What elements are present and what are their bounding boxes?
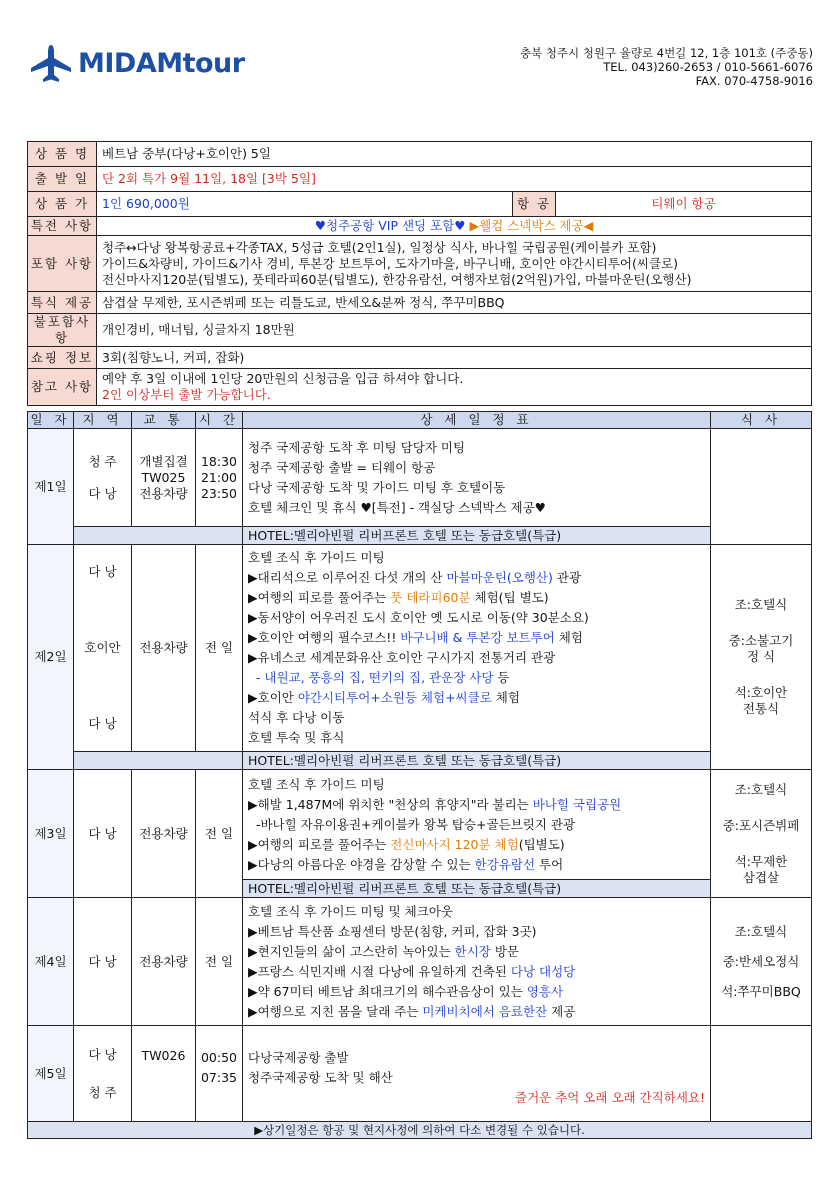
day2-region [74,545,132,752]
detail-text: ▶대리석으로 이루어진 다섯 개의 산 [248,570,447,585]
day1-hotel-row [28,527,812,545]
company-contact [520,46,813,88]
day1-detail [243,429,711,527]
include-label: 포함 사항 [28,236,97,292]
detail-text: ▶호이안 [248,690,298,705]
detail-line: ▶유네스코 세계문화유산 호이안 구시가지 전통거리 관광 [248,650,556,665]
product-label: 상 품 명 [28,142,97,167]
info-row-meal [28,292,812,314]
day1-hotel: HOTEL:멜리아빈펄 리버프론트 호텔 또는 동급호텔(특급) [243,527,711,545]
meal-lunch: 정 식 [746,649,776,664]
day1-transport [132,429,196,527]
include-value [97,236,812,292]
detail-line: 호텔 조식 후 가이드 미팅 [248,550,385,565]
col-meal: 식 사 [711,412,812,429]
day2-hotel-spacer [74,752,243,770]
col-transport: 교 통 [132,412,196,429]
detail-text: 투어 [535,856,564,872]
detail-line [248,982,705,1002]
detail-highlight: 전신마사지 120분 체험 [390,836,519,852]
airline-value: 티웨이 항공 [556,192,812,217]
detail-highlight: 바나힐 국립공원 [532,796,622,812]
special-snack: ▶웰컴 스넥박스 제공◀ [469,218,594,233]
day3-region: 다 낭 [74,770,132,898]
shop-label: 쇼핑 정보 [28,347,97,369]
meal-breakfast: 조:호텔식 [734,781,788,797]
day4-meal [711,898,812,1026]
info-row-include [28,236,812,292]
region-text: 청 주 [88,1084,117,1100]
day4-region: 다 낭 [74,898,132,1026]
detail-text: 관광 [552,570,582,585]
detail-line [248,568,705,588]
exclude-value: 개인경비, 매너팁, 싱글차지 18만원 [97,314,812,347]
detail-line [248,795,705,815]
day2-label: 제2일 [28,545,74,770]
day5-label: 제5일 [28,1026,74,1122]
airplane-icon [30,44,72,82]
col-region: 지 역 [74,412,132,429]
farewell-message: 즐거운 추억 오래 오래 간직하세요! [515,1090,705,1105]
meal-label: 특식 제공 [28,292,97,314]
col-day: 일 자 [28,412,74,429]
info-row-price [28,192,812,217]
time-text: 00:50 [200,1050,238,1065]
detail-line [248,688,705,708]
detail-line [248,942,705,962]
detail-text: ▶여행으로 지친 몸을 달래 주는 [248,1003,423,1019]
detail-line [248,628,705,648]
detail-line [248,962,705,982]
special-value [97,217,812,236]
detail-highlight: 마블마운틴(오행산) [446,570,553,585]
detail-text: ▶다낭의 아름다운 야경을 감상할 수 있는 [248,856,475,872]
detail-text: ▶프랑스 식민지배 시절 다낭에 유일하게 건축된 [248,963,511,979]
day4-label: 제4일 [28,898,74,1026]
day2-row [28,545,812,752]
region-text: 호이안 [84,640,121,655]
brand-name: MIDAMtour [78,47,245,79]
meal-lunch: 중:포시즌뷔페 [722,817,800,833]
exclude-label: 불포함사항 [28,314,97,347]
day3-label: 제3일 [28,770,74,898]
detail-line: 청주 국제공항 도착 후 미팅 담당자 미팅 [248,439,466,455]
day2-hotel-row [28,752,812,770]
info-row-shop [28,347,812,369]
airline-label: 항 공 [513,192,556,217]
day2-detail [243,545,711,752]
transport-text: 개별집결 [139,453,188,469]
info-row-departure [28,167,812,192]
include-line: 가이드&차량비, 가이드&기사 경비, 투본강 보트투어, 도자기마을, 바구니배, 호이안 야간시티투어(씨클로) [102,255,678,271]
day4-row [28,898,812,1026]
info-row-note [28,369,812,406]
day5-row [28,1026,812,1122]
detail-line: 호텔 조식 후 가이드 미팅 및 체크아웃 [248,903,453,919]
detail-text: 체험 [554,630,583,645]
meal-dinner: 석:호이안 [734,685,788,700]
detail-line [248,855,705,875]
day3-transport: 전용차량 [132,770,196,898]
day4-transport: 전용차량 [132,898,196,1026]
detail-highlight: 다낭 대성당 [510,963,576,979]
transport-text: 전용차량 [139,485,188,501]
detail-text: (팁별도) [518,836,565,852]
note-label: 참고 사항 [28,369,97,406]
day5-time [196,1026,243,1122]
meal-value: 삼겹살 무제한, 포시즌뷔페 또는 리틀도쿄, 반세오&분짜 정식, 쭈꾸미BBQ [97,292,812,314]
meal-dinner: 삼겹살 [742,869,780,885]
product-value: 베트남 중부(다낭+호이안) 5일 [97,142,812,167]
note-line-red: 2인 이상부터 출발 가능합니다. [102,387,271,402]
day2-hotel: HOTEL:멜리아빈펄 리버프론트 호텔 또는 동급호텔(특급) [243,752,711,770]
detail-text: ▶여행의 피로를 풀어주는 [248,590,391,605]
price-value: 1인 690,000원 [97,192,513,217]
schedule-header [28,412,812,429]
detail-highlight: 바구니배 & 투본강 보트투어 [400,630,555,645]
note-line: 예약 후 3일 이내에 1인당 20만원의 신청금을 입금 하셔야 합니다. [102,371,464,386]
price-label: 상 품 가 [28,192,97,217]
detail-line: 다낭국제공항 출발 [248,1050,349,1065]
detail-text: 방문 [490,943,519,959]
detail-line: -바나힐 자유이용권+케이블카 왕복 탑승+골든브릿지 관광 [248,816,576,832]
detail-line [248,588,705,608]
time-text: 18:30 [200,453,238,469]
info-row-special [28,217,812,236]
detail-text: ▶현지인들의 삶이 고스란히 녹아있는 [248,943,455,959]
day5-transport: TW026 [132,1026,196,1122]
detail-text: 체험 [491,690,520,705]
meal-lunch: 중:반세오정식 [722,953,800,969]
include-line: 전신마사지120분(팁별도), 풋테라피60분(팁별도), 한강유람선, 여행자보험(2억원)가입, 마블마운틴(오행산) [102,271,692,287]
shop-value: 3회(침향노니, 커피, 잡화) [97,347,812,369]
departure-value: 단 2회 특가 9월 11일, 18일 [3박 5일] [97,167,812,192]
time-text: 07:35 [200,1070,238,1085]
detail-line: 호텔 체크인 및 휴식 ♥[특전] - 객실당 스넥박스 제공♥ [248,499,546,515]
schedule-footer-row [28,1122,812,1139]
region-text: 청 주 [88,453,117,469]
day4-time: 전 일 [196,898,243,1026]
day5-region [74,1026,132,1122]
day1-row [28,429,812,527]
detail-highlight: 야간시티투어+소원등 체험+씨클로 [297,690,492,705]
detail-line: ▶베트남 특산품 쇼핑센터 방문(침향, 커피, 잡화 3곳) [248,923,537,939]
detail-text: ▶약 67미터 베트남 최대크기의 해수관음상이 있는 [248,983,527,999]
detail-text: ▶해발 1,487M에 위치한 "천상의 휴양지"라 불리는 [248,796,533,812]
product-info-table [27,141,812,406]
schedule-table [27,411,812,1139]
info-row-product [28,142,812,167]
detail-highlight: - 내원교, 풍흥의 집, 떤키의 집, 관운장 사당 [248,670,494,685]
day5-detail [243,1026,711,1122]
day1-label: 제1일 [28,429,74,545]
detail-line: 호텔 투숙 및 휴식 [248,730,345,745]
info-row-exclude [28,314,812,347]
meal-dinner: 석:쭈꾸미BBQ [721,983,801,999]
region-text: 다 낭 [88,485,117,501]
detail-line: 다낭 국제공항 도착 및 가이드 미팅 후 호텔이동 [248,479,506,495]
fax: FAX. 070-4758-9016 [695,74,813,88]
detail-text: 등 [493,670,510,685]
region-text: 다 낭 [88,716,117,731]
day3-time: 전 일 [196,770,243,898]
day1-time [196,429,243,527]
day3-hotel: HOTEL:멜리아빈펄 리버프론트 호텔 또는 동급호텔(특급) [243,880,711,898]
detail-line [248,668,705,688]
day2-transport: 전용차량 [132,545,196,752]
detail-line: 청주 국제공항 출발 = 티웨이 항공 [248,459,436,475]
detail-highlight: 영흥사 [526,983,564,999]
meal-breakfast: 조:호텔식 [734,923,788,939]
special-vip: ♥청주공항 VIP 샌딩 포함♥ [314,218,466,233]
day5-meal [711,1026,812,1122]
company-logo [30,44,245,82]
detail-line: 호텔 조식 후 가이드 미팅 [248,776,385,792]
schedule-disclaimer: ▶상기일정은 항공 및 현지사정에 의하여 다소 변경될 수 있습니다. [28,1122,812,1139]
detail-line [248,835,705,855]
detail-text: 제공 [547,1003,576,1019]
detail-line: 청주국제공항 도착 및 해산 [248,1070,393,1085]
meal-lunch: 중:소불고기 [728,633,794,648]
day2-meal [711,545,812,770]
meal-dinner: 석:무제한 [734,853,788,869]
detail-highlight: 미케비치에서 음료한잔 [422,1003,548,1019]
time-text: 21:00 [200,469,238,485]
detail-highlight: 한시장 [454,943,491,959]
meal-dinner: 전통식 [742,701,780,716]
day1-hotel-spacer [74,527,243,545]
region-text: 다 낭 [88,1046,117,1062]
day2-time: 전 일 [196,545,243,752]
detail-text: ▶호이안 여행의 필수코스!! [248,630,401,645]
meal-breakfast: 조:호텔식 [734,597,788,612]
detail-line: 석식 후 다낭 이동 [248,710,345,725]
col-time: 시 간 [196,412,243,429]
note-value [97,369,812,406]
special-label: 특전 사항 [28,217,97,236]
day4-detail [243,898,711,1026]
detail-line [248,1002,705,1022]
transport-text: TW025 [141,469,186,485]
day3-meal [711,770,812,898]
detail-text: 체험(팁 별도) [470,590,549,605]
day1-meal [711,429,812,545]
region-text: 다 낭 [88,564,117,579]
col-detail: 상 세 일 정 표 [243,412,711,429]
departure-label: 출 발 일 [28,167,97,192]
phone: TEL. 043)260-2653 / 010-5661-6076 [603,60,813,74]
day3-row [28,770,812,880]
detail-line: ▶동서양이 어우러진 도시 호이안 옛 도시로 이동(약 30분소요) [248,610,589,625]
day3-detail [243,770,711,880]
address: 충북 청주시 청원구 율량로 4번길 12, 1층 101호 (주중동) [519,46,813,60]
detail-text: ▶여행의 피로를 풀어주는 [248,836,391,852]
time-text: 23:50 [200,485,238,501]
detail-highlight: 풋 테라피60분 [390,590,471,605]
detail-highlight: 한강유람선 [474,856,536,872]
include-line: 청주↔다낭 왕복항공료+각종TAX, 5성급 호텔(2인1실), 일정상 식사, 바나힐 국립공원(케이블카 포함) [102,239,657,255]
day1-region [74,429,132,527]
